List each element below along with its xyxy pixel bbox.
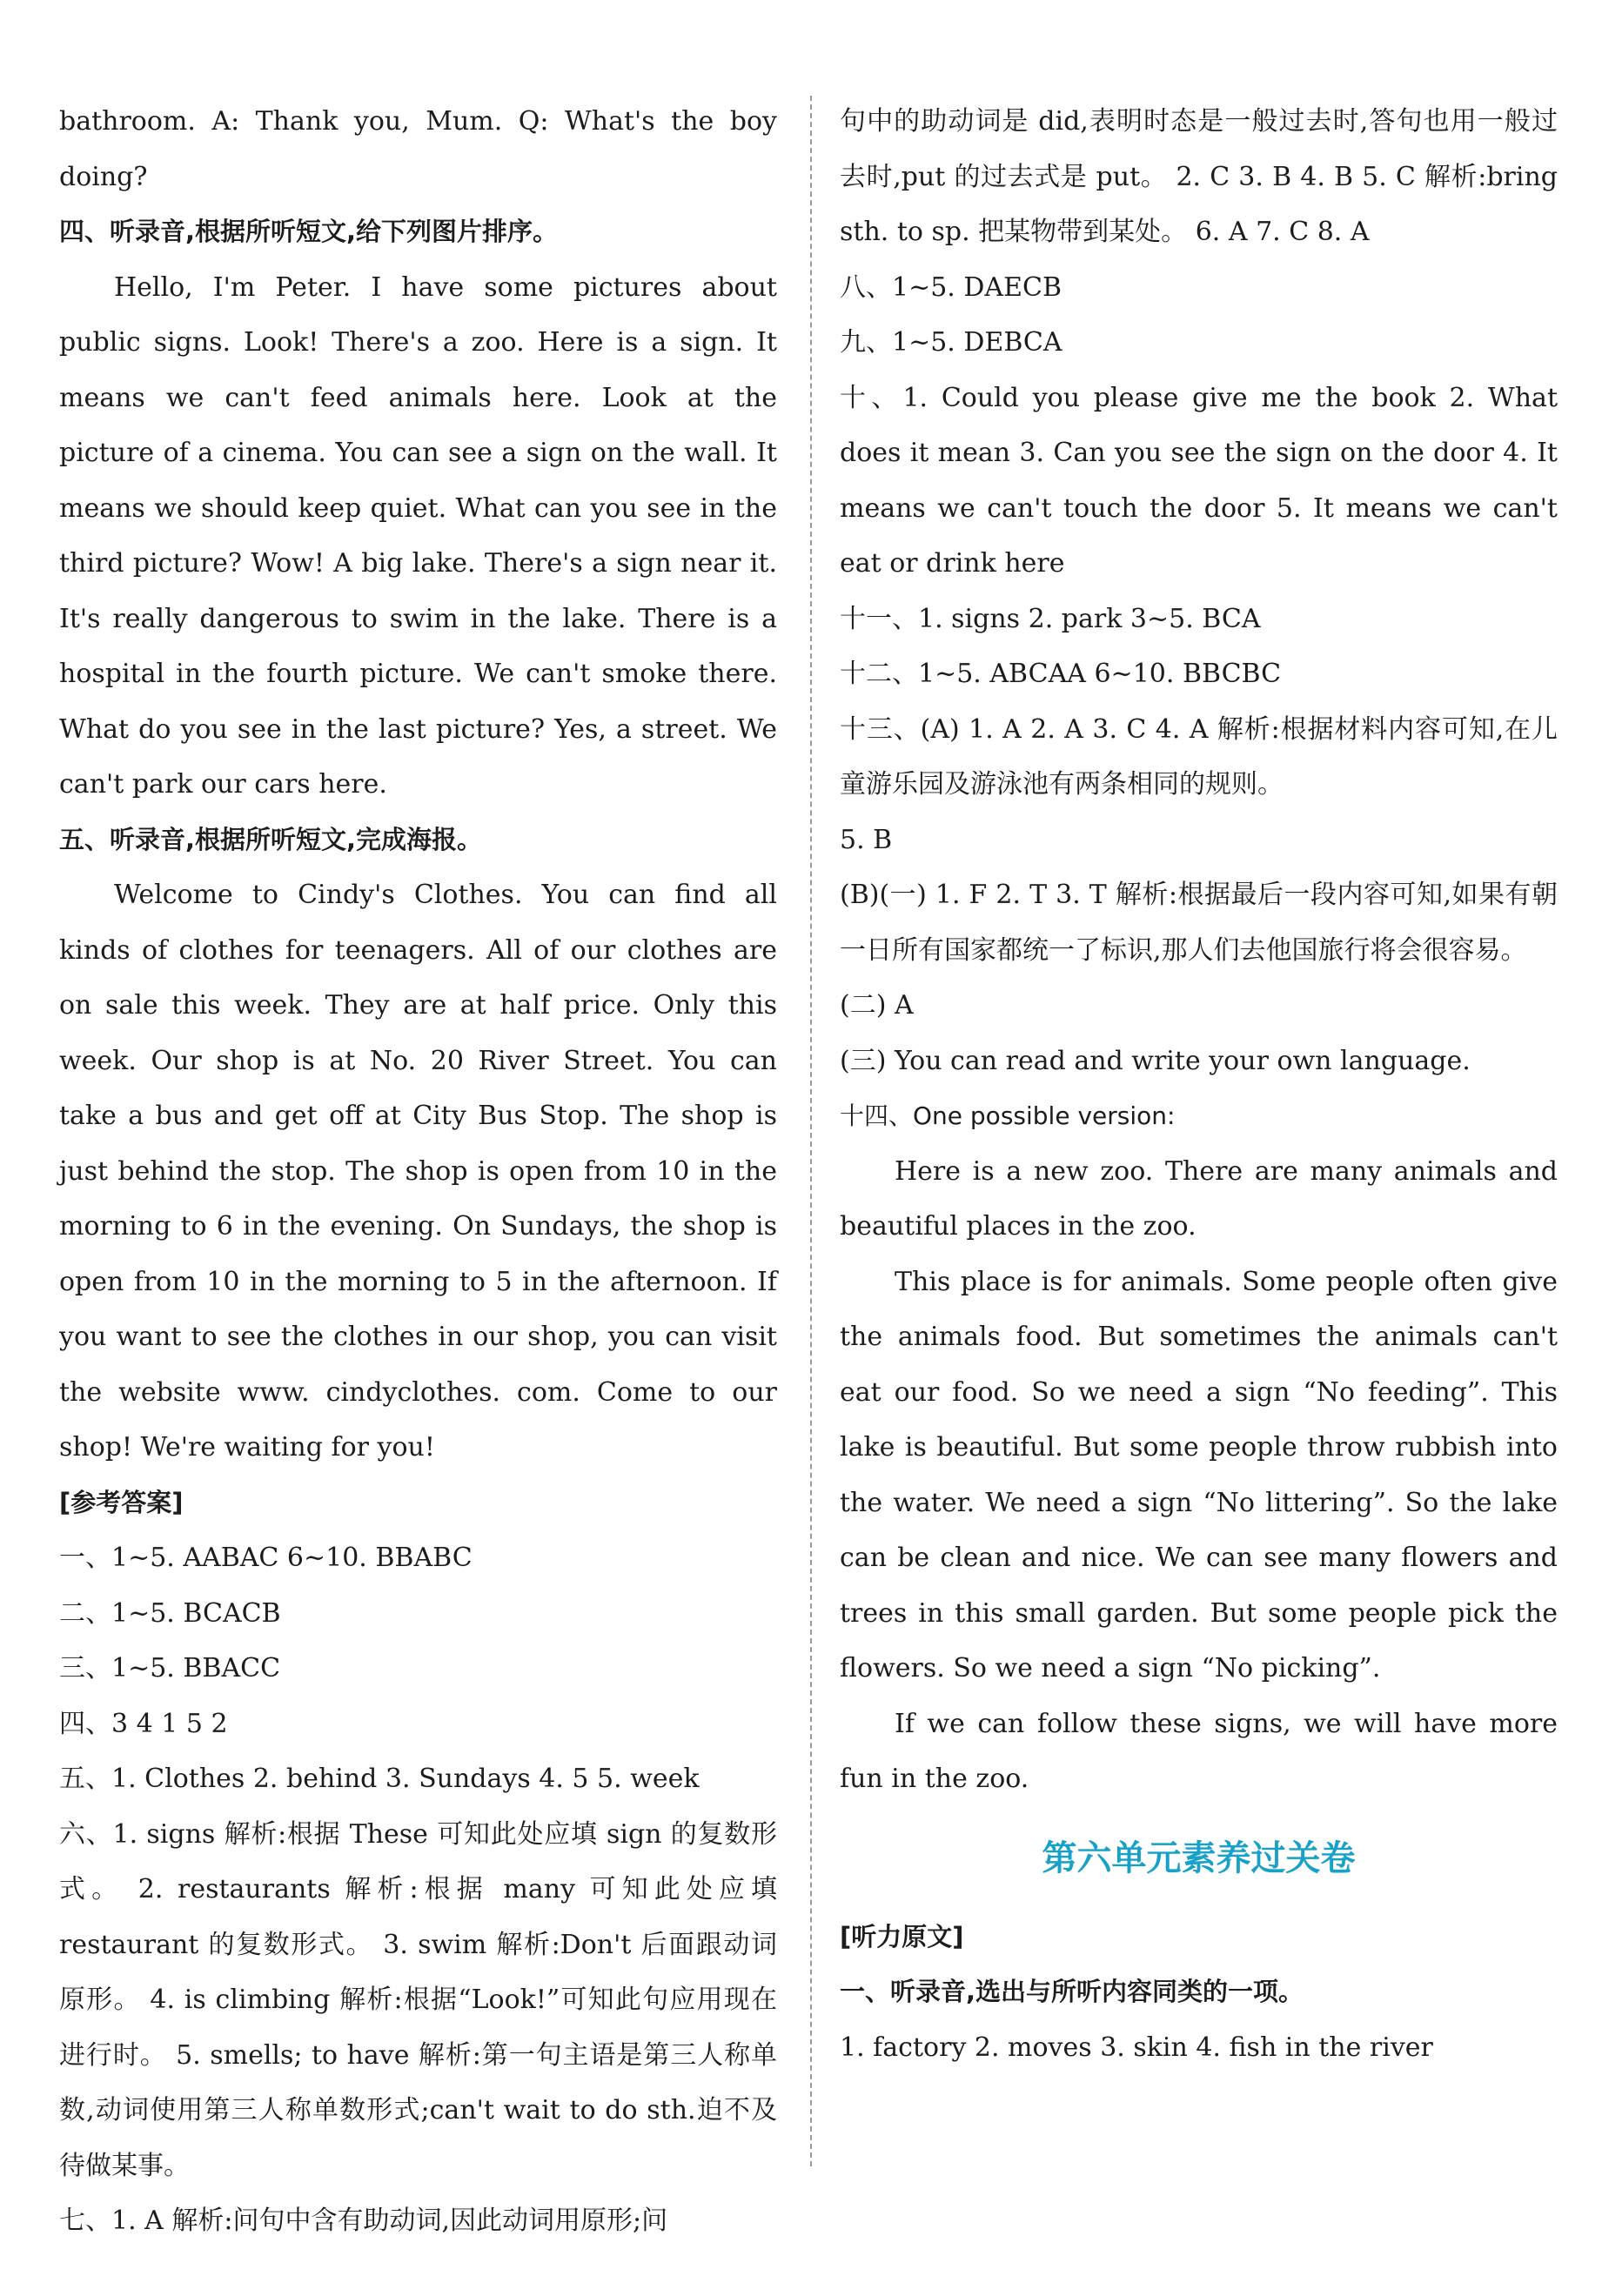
answer-4: 四、3 4 1 5 2: [59, 1708, 228, 1739]
answer-8: 八、1~5. DAECB: [840, 271, 1062, 303]
listening-item-line: 1. factory 2. moves 3. skin 4. fish in the river: [840, 2032, 1433, 2063]
answer-13b-1: (B)(一) 1. F 2. T 3. T 解析:根据最后一段内容可知,如果有朝一日所有国家都统一了标识,那人们去他国旅行将会很容易。: [840, 880, 1558, 966]
answer-11: 十一、1. signs 2. park 3~5. BCA: [840, 603, 1261, 634]
listening-passage-5: Welcome to Cindy's Clothes. You can find all kinds of clothes for teenagers. All of our clothes are on sale this week. They are at half price. Only this week. Our shop is at No. 20 River Street. You can take a bus and get off at City Bus Stop. The shop is just behind the stop. The shop is open from 10 in the morning to 6 in the evening. On Sundays, the shop is open from 10 in the morning to 5 in the afternoon. If you want to see the clothes in our shop, you can visit the website www. cindyclothes. com. Come to our shop! We're waiting for you!: [59, 880, 777, 1463]
essay-paragraph-3: If we can follow these signs, we will have more fun in the zoo.: [840, 1708, 1558, 1794]
right-column: [840, 94, 1558, 2075]
column-divider: [810, 96, 812, 2166]
listening-script-heading: [听力原文]: [840, 1921, 964, 1951]
answer-13a: 十三、(A) 1. A 2. A 3. C 4. A 解析:根据材料内容可知,在儿童游乐园及游泳池有两条相同的规则。: [840, 713, 1558, 800]
listening-text-end: bathroom. A: Thank you, Mum. Q: What's the boy doing?: [59, 106, 777, 192]
left-column: [59, 94, 777, 2249]
section-heading-1: 一、听录音,选出与所听内容同类的一项。: [840, 1977, 1304, 2006]
answer-13b-3: (三) You can read and write your own language.: [840, 1045, 1471, 1076]
listening-passage-4: Hello, I'm Peter. I have some pictures about public signs. Look! There's a zoo. Here is a sign. It means we can't feed animals here. Look at the picture of a cinema. You can see a sign on the wall. It means we should keep quiet. What can you see in the third picture? Wow! A big lake. There's a sign near it. It's really dangerous to swim in the lake. There is a hospital in the fourth picture. We can't smoke there. What do you see in the last picture? Yes, a street. We can't park our cars here.: [59, 271, 777, 800]
answer-12: 十二、1~5. ABCAA 6~10. BBCBC: [840, 659, 1282, 689]
answer-3: 三、1~5. BBACC: [59, 1653, 281, 1684]
essay-paragraph-2: This place is for animals. Some people often give the animals food. But sometimes the animals can't eat our food. So we need a sign “No feeding”. This lake is beautiful. But some people throw rubbish into the water. We need a sign “No littering”. So the lake can be clean and nice. We can see many flowers and trees in this small garden. But some people pick the flowers. So we need a sign “No picking”.: [840, 1266, 1558, 1684]
answer-13a-5: 5. B: [840, 824, 893, 855]
answer-6: 六、1. signs 解析:根据 These 可知此处应填 sign 的复数形式。 2. restaurants 解析:根据 many 可知此处应填 restaurant 的复数形式。 3. swim 解析:Don't 后面跟动词原形。 4. is climbing 解析:根据“Look!”可知此句应用现在进行时。 5. smells; to have 解析:第一句主语是第三人称单数,动词使用第三人称单数形式;can't wait to do sth.迫不及待做某事。: [59, 1818, 777, 2181]
answer-10: 十、1. Could you please give me the book 2. What does it mean 3. Can you see the sign on the door 4. It means we can't touch the door 5. It means we can't eat or drink here: [840, 382, 1558, 579]
answer-13b-2: (二) A: [840, 990, 914, 1021]
unit-title: 第六单元素养过关卷: [1042, 1837, 1356, 1878]
answer-2: 二、1~5. BCACB: [59, 1597, 281, 1629]
answer-5: 五、1. Clothes 2. behind 3. Sundays 4. 5 5. week: [59, 1764, 700, 1794]
section-heading-5: 五、听录音,根据所听短文,完成海报。: [59, 824, 483, 854]
answer-7-continued: 句中的助动词是 did,表明时态是一般过去时,答句也用一般过去时,put 的过去式是 put。 2. C 3. B 4. B 5. C 解析:bring sth. to sp. 把某物带到某处。 6. A 7. C 8. A: [840, 106, 1558, 247]
answer-7: 七、1. A 解析:问句中含有助动词,因此动词用原形;问: [59, 2206, 668, 2236]
answer-9: 九、1~5. DEBCA: [840, 327, 1062, 358]
answer-14-heading: 十四、One possible version:: [840, 1101, 1176, 1130]
section-heading-4: 四、听录音,根据所听短文,给下列图片排序。: [59, 217, 559, 246]
answer-1: 一、1~5. AABAC 6~10. BBABC: [59, 1543, 473, 1573]
answer-key-heading: [参考答案]: [59, 1487, 184, 1517]
essay-paragraph-1: Here is a new zoo. There are many animals and beautiful places in the zoo.: [840, 1155, 1558, 1242]
